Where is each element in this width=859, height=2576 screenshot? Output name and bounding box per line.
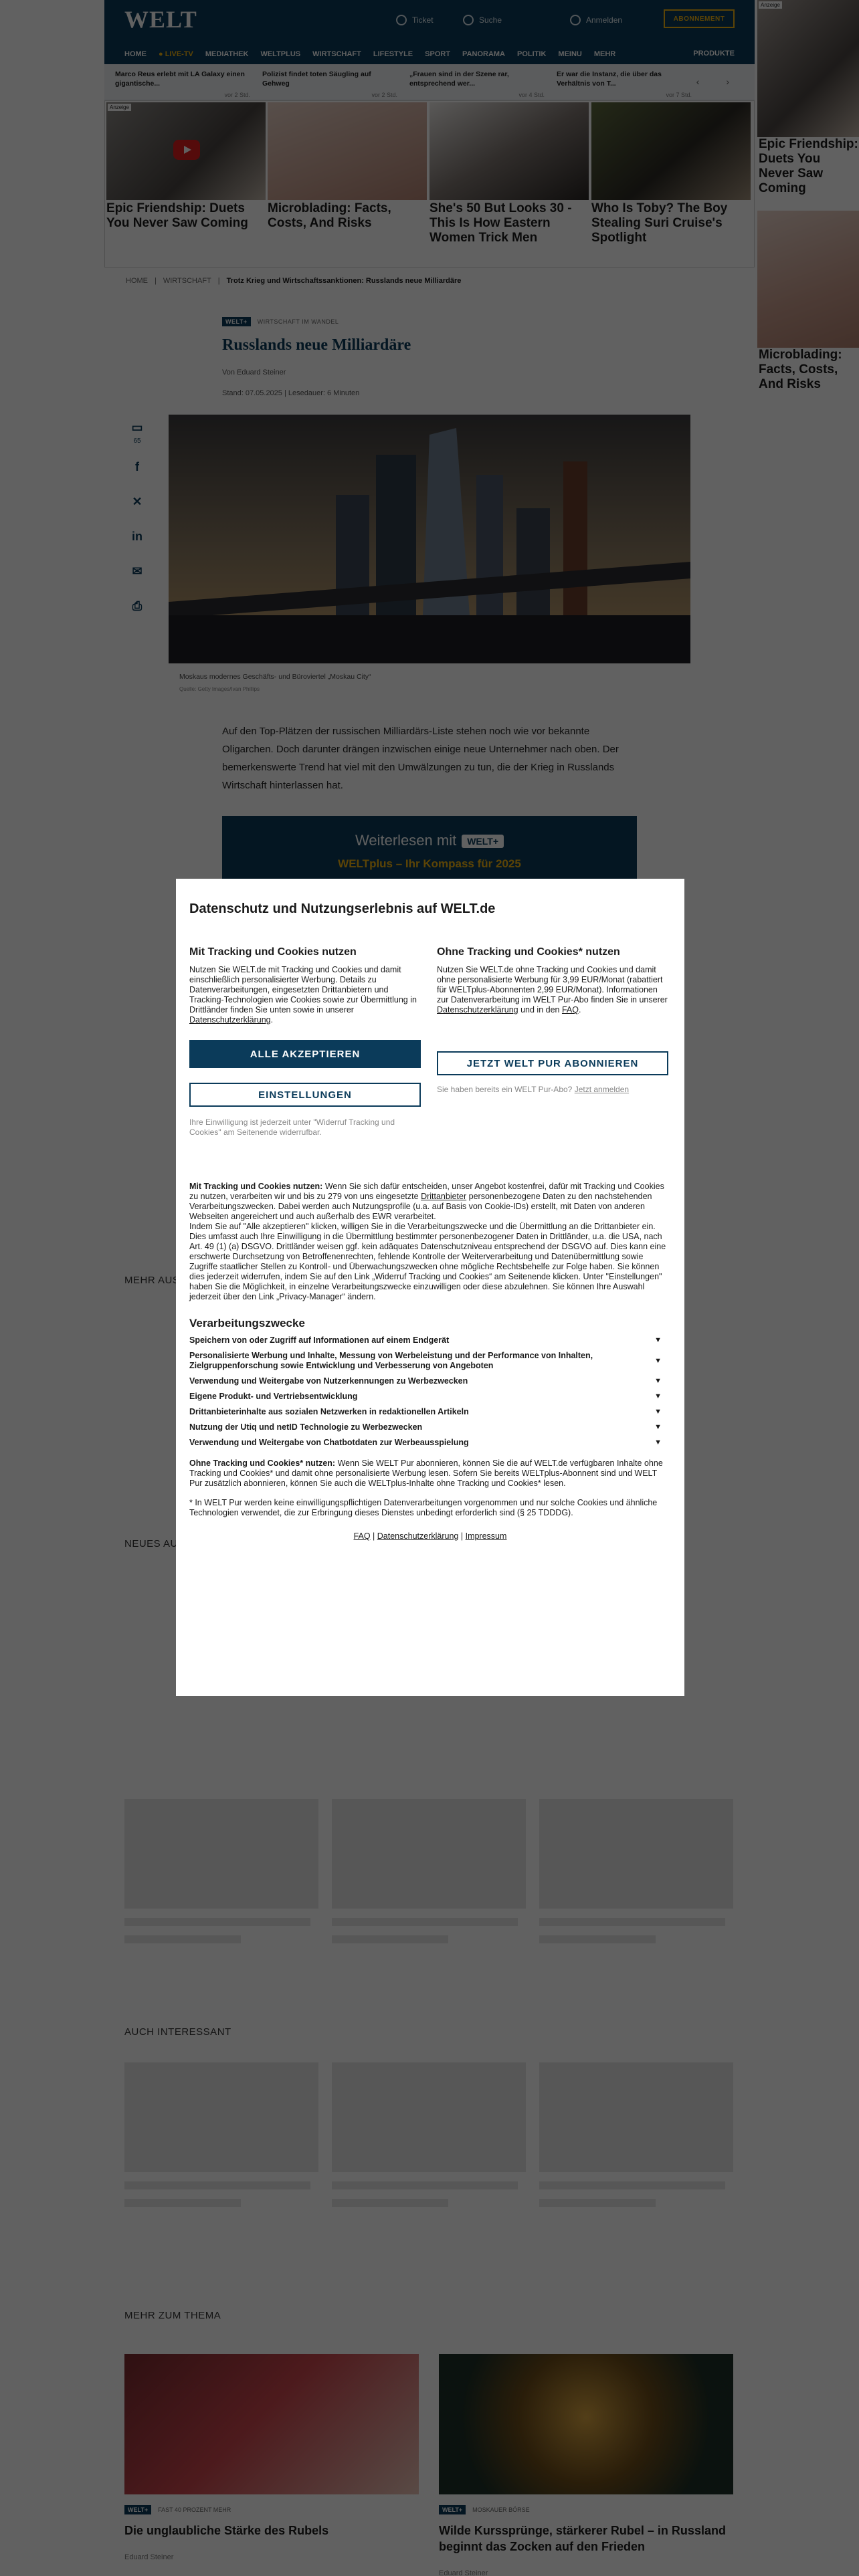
chevron-down-icon: ▼ [654,1392,662,1400]
consent-dialog [176,879,684,1696]
login-link[interactable]: Jetzt anmelden [574,1085,630,1094]
accept-all-button[interactable]: ALLE AKZEPTIEREN [189,1040,421,1068]
chevron-down-icon: ▼ [654,1408,662,1416]
revoke-note: Ihre Einwilligung ist jederzeit unter "Widerruf Tracking und Cookies" am Seitenende widerrufbar. [189,1117,395,1137]
option-with-tracking: Mit Tracking und Cookies nutzen Nutzen Sie WELT.de mit Tracking und Cookies und damit einschließlich personalisierter Werbung. Details zu Datenverarbeitungen, eingesetzten Drittanbietern und Tracking-Technologien wie Cookies sowie zur Übermittlung in Drittländer finden Sie unten sowie in unserer Datenschutzerklärung. ALLE AKZEPTIEREN EINSTELLUNGEN Ihre Einwilligung ist jederzeit unter "Widerruf Tracking und Cookies" am Seitenende widerrufbar. [189,946,423,1138]
purpose-item[interactable]: Speichern von oder Zugriff auf Informationen auf einem Endgerät ▼ [189,1335,662,1345]
chevron-down-icon: ▼ [654,1336,662,1344]
faq-link[interactable]: FAQ [561,1005,579,1014]
purpose-item[interactable]: Verwendung und Weitergabe von Nutzerkennungen zu Werbezwecken ▼ [189,1376,662,1386]
option-with-text: Nutzen Sie WELT.de mit Tracking und Cookies und damit einschließlich personalisierter Werbung. Details zu Datenverarbeitungen, eingesetzten Drittanbietern und Tracking-Technologien wie Cookies sowie zur Übermittlung in Drittländer finden Sie unten sowie in unserer [189,965,417,1014]
purpose-item[interactable]: Drittanbieterinhalte aus sozialen Netzwerken in redaktionellen Artikeln ▼ [189,1407,662,1416]
purpose-item[interactable]: Verwendung und Weitergabe von Chatbotdaten zur Werbeausspielung ▼ [189,1438,662,1447]
footnote-text: * In WELT Pur werden keine einwilligungspflichtigen Datenverarbeitungen vorgenommen und nur solche Cookies und ähnliche Technologien verwendet, die zur Erbringung dieses Dienstes unbedingt erforderlich sind (§ 25 TDDDG). [189,1498,658,1517]
already-subscribed-text: Sie haben bereits ein WELT Pur-Abo? [437,1085,573,1094]
imprint-link[interactable]: Impressum [465,1531,507,1541]
chevron-down-icon: ▼ [654,1356,662,1365]
option-without-tracking: Ohne Tracking und Cookies* nutzen Nutzen Sie WELT.de ohne Tracking und Cookies und damit ohne personalisierte Werbung für 3,99 EUR/Monat (rabattiert für WELTplus-Abonnenten 2,99 EUR/Monat). Informationen zur Datenverarbeitung im WELT Pur-Abo finden Sie in unserer Datenschutzerklärung und in den FAQ. JETZT WELT PUR ABONNIEREN Sie haben bereits ein WELT Pur-Abo? Jetzt anmelden [437,946,671,1138]
footer-links: FAQ | Datenschutzerklärung | Impressum [353,1531,507,1541]
privacy-policy-link[interactable]: Datenschutzerklärung [437,1005,518,1014]
chevron-down-icon: ▼ [654,1438,662,1446]
consent-options [189,946,671,1138]
option-without-heading: Ohne Tracking und Cookies* nutzen [437,946,620,958]
chevron-down-icon: ▼ [654,1423,662,1431]
third-party-link[interactable]: Drittanbieter [421,1192,467,1201]
consent-title: Datenschutz und Nutzungserlebnis auf WELT.de [189,901,496,916]
chevron-down-icon: ▼ [654,1377,662,1385]
settings-button[interactable]: EINSTELLUNGEN [189,1083,421,1107]
option-without-text: Nutzen Sie WELT.de ohne Tracking und Cookies und damit ohne personalisierte Werbung für 3,99 EUR/Monat (rabattiert für WELTplus-Abonnenten 2,99 EUR/Monat). Informationen zur Datenverarbeitung im WELT Pur-Abo finden Sie in unserer [437,965,668,1004]
purposes-title: Verarbeitungszwecke [189,1317,305,1329]
purpose-item[interactable]: Nutzung der Utiq und netID Technologie zu Werbezwecken ▼ [189,1422,662,1432]
faq-link[interactable]: FAQ [353,1531,371,1541]
without-tracking-text: Ohne Tracking und Cookies* nutzen: Wenn Sie WELT Pur abonnieren, können Sie die auf WELT.de verfügbaren Inhalte ohne Tracking und Cookies* und damit ohne personalisierte Werbung lesen. Sofern Sie bereits WELTplus-Abonnent sind und WELT Pur zusätzlich abonnieren, können Sie auch die WELTplus-Inhalte ohne Tracking und Cookies* lesen. [189,1459,663,1488]
subscribe-pur-button[interactable]: JETZT WELT PUR ABONNIEREN [437,1051,668,1075]
option-with-heading: Mit Tracking und Cookies nutzen [189,946,357,958]
purpose-item[interactable]: Personalisierte Werbung und Inhalte, Messung von Werbeleistung und der Performance von Inhalten, Zielgruppenforschung sowie Entwicklung und Verbesserung von Angeboten ▼ [189,1351,662,1370]
legal-text: Mit Tracking und Cookies nutzen: Wenn Sie sich dafür entscheiden, unser Angebot kostenfrei, dafür mit Tracking und Cookies zu nutzen, verarbeiten wir und bis zu 279 von uns eingesetzte Drittanbieter personenbezogene Daten zu den nachstehenden Verarbeitungszwecken. Dabei werden auch Nutzungsprofile (u.a. auf Basis von Cookie-IDs) erstellt, mit Daten von anderen Webseiten angereichert und auch außerhalb des EWR verarbeitet. Indem Sie auf "Alle akzeptieren" klicken, willigen Sie in die Verarbeitungszwecke und die Übermittlung an die Drittanbieter ein. Dies umfasst auch Ihre Einwilligung in die Übermittlung bestimmter personenbezogener Daten in Drittländer, u.a. die USA, nach Art. 49 (1) (a) DSGVO. Drittländer weisen ggf. kein adäquates Datenschutzniveau entsprechend der DSGVO auf. Dies kann eine erschwerte Durchsetzung von Betroffenenrechten, fehlende Kontrolle der Weiterverarbeitung und Datenübermittlung sowie Zugriffe staatlicher Stellen zu Kontroll- und Überwachungszwecken ohne mögliche Rechtsbehelfe zur Folge haben. Sie können dies jederzeit widerrufen, indem Sie auf den Link „Widerruf Tracking und Cookies“ am Seitenende klicken. Unter "Einstellungen" haben Sie die Möglichkeit, in einzelne Verarbeitungszwecke einzuwilligen oder diese abzulehnen. Sie können Ihre Auswahl jederzeit über den Link „Privacy-Manager“ ändern. [189,1182,666,1301]
privacy-policy-link[interactable]: Datenschutzerklärung [377,1531,459,1541]
privacy-policy-link[interactable]: Datenschutzerklärung [189,1015,271,1025]
purpose-item[interactable]: Eigene Produkt- und Vertriebsentwicklung ▼ [189,1392,662,1401]
